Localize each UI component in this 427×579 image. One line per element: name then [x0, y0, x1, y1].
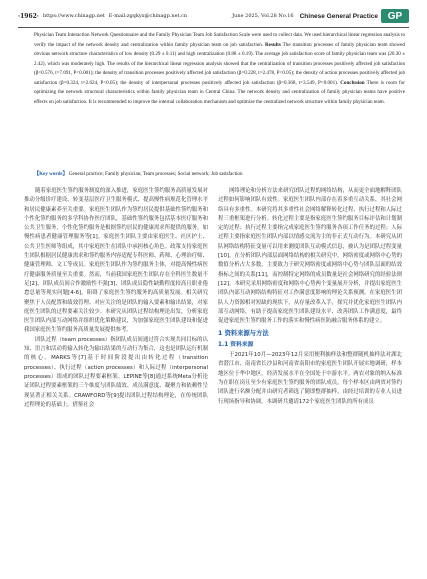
journal-brand	[300, 9, 409, 23]
data-source-paragraph: 于2021年10月—2023年12月采用便利抽样法和整群随机抽样法对湖北省潜江市、南南省长沙县和河南省南阳市的家庭医生团队开展实地调研，样本地区位于华中地区，经济发展水平在全国处于中游水平。两农对象的纳入标准为在职在岗且至少有家庭医生签约服务的团队成员，每个样本区由两省对签约团队进行名额分配并由研究者筛选了随即整群抽样，由经过培训的专业人员进行现场指导和协调。本调研共邀请172个家庭医生团队的所有成员	[218, 352, 402, 405]
english-abstract	[34, 31, 405, 107]
page-number: ·1962·	[18, 12, 39, 20]
email-link[interactable]: E-mail:zgqkyx@chinagp.net.cn	[108, 13, 188, 19]
header-left	[18, 13, 187, 20]
section-title-methods: 1 资料来源与方法	[218, 330, 269, 338]
website-link[interactable]: https://www.chinagp.net	[42, 13, 105, 19]
abstract-conclusion-text: There is room for optimizing the network structural characteristics within family physician team in Central China. The network density and centralization of family physician teams have positive effects on job satisfaction. It is recommended to improve the internal collaboration mechanism and optimize the centralized network structure within family physician team.	[34, 79, 405, 105]
running-header	[18, 6, 409, 26]
intro-paragraph-1: 随着家庭医生签约服务制度的深入推进，家庭医生签约服务高质量发展对推动分级诊疗建设、转变基层医疗卫生服务模式、提高慢性病规范化管理水平和居民健康素养至关重要。家庭医生团队作为签约居民提供基础性签约服务和个性化签约服务的多学科协作医疗团队，基础性签约服务包括基本医疗服务和公共卫生服务，个性化签约服务是根据签约居民的健康需求所提供的服务，如慢性病患者健康管理服务等[1]。家庭医生团队主要由家庭医生、社区护士、公共卫生医师等组成，其中家庭医生在团队中承担核心角色。政策支持家庭医生团队根据居民健康需求和签约服务内容适配专科医师、药师、心理治疗师、健康管理师、文工等成员。家庭医生团队作为签约服务主体，对提高慢性病医疗健康服务质量至关重要。然而，当前我国家庭医生团队存在全科医生数量不足[2]、团队成员间合作激励性不强[3]、团队成员隐性缺勤程度较高且职业倦怠总量等现实问题[4-6]，阻碍了家庭医生签约服务的高质量发展。相关研究聚焦于人员配置和绩效管理、对应关注的是团队的输入要素和输出结果，对家庭医生团队的过程要素关注较少。本研究从团队过程结构理论出发，分析家庭医生团队内部互动网络并组织优化策略建议，为加强家庭医生团队建设和促进我国家庭医生签约服务高质量发展提供参考。	[24, 188, 208, 334]
issue-info: June 2025, Vol.28 No.16	[232, 13, 294, 19]
journal-logo: GP	[381, 9, 409, 23]
keywords	[34, 170, 405, 179]
keywords-text: General practice; Family physician; Team processes; Social network; Job satisfaction	[68, 171, 243, 177]
subsection-title-data-source: 1.1 资料来源	[218, 341, 254, 348]
intro-paragraph-2: 团队过程（team processes）指团队成员间通过符合实现共同目标的认知、语言和活动将输入转化为输出结果的互动行为集合，这也是团队运行机制的核心。MARKS等[7]基于时间阶段提出由转化过程（transition processes）、执行过程（action processes）和人际过程（interpersonal processes）组成的团队过程要素框架。LEPINE等[8]通过系统Meta分析论证团队过程要素框架的三个维度与团队绩效、成员满意度、凝聚力和依赖性呈现显著正相关关系。CRAWFORD等[9]提出团队过程结构理论，在传统团队过程理论的基础上，借鉴社会	[24, 336, 208, 408]
keywords-label: 【Key words】	[34, 171, 68, 177]
abstract-methods-text: Physician Team Interaction Network Questionnaire and the Family Physician Team Job Satisfaction Scale were used to collect data. We used hierarchical linear regression analysis to verify the impact of the network density and centralization within family physician team on job satisfaction.	[34, 32, 405, 48]
right-column	[218, 187, 402, 407]
journal-name: Chinese General Practice	[299, 12, 378, 20]
left-column	[24, 187, 208, 410]
intro-paragraph-3: 网络理论和分析方法来研究团队过程的网络结构，从而更全面地解释团队过程如何影响团队有效性。家庭医生团队内部存在着多重互动关系，其社会网络具有多重性。本研究将其多重性社会网络解释转化过程、执行过程和人际过程三重框架进行分析。转化过程主要是指家庭医生签约服务目标评估和计划制定的过程；执行过程主要指完成家庭医生签约服务各项工作任务的过程；人际过程主要指家庭医生团队内部以情感交流为主的非正式互动行为。本研究从团队网络结构特征变量可以用来测度团队互动模式信息，被认为是团队过程变量[10]。在分析团队内部层面网络结构的相关研究中，网络密度或网络中心势的数值分析占大多数，主要致力于研究网络密度或网络中心势与团队层面的结效指标之间的关系[11]，而控制特定网络的成员数量是社会网络研究的经验法则[12]。本研究采用网络密度和网络中心势两个变量展开分析，并提出家庭医生团队内部互动网络结构特征对工作满意度影响的理论关系预测。在家庭医生团队人力资源相对短缺的现状下，从存量改革入手，探究并优化家庭医生团队内部互动网络，有助于提高家庭医生团队建设水平、改善团队工作满意度，最终促进家庭医生签约服务工作的落实和慢性病医防融合服务体系的建立。	[218, 188, 402, 325]
header-rule	[18, 27, 409, 28]
results-label: Results	[265, 41, 281, 48]
conclusion-label: Conclusion	[340, 79, 365, 86]
abstract-results-text: The transition processes of family physician team showed obvious network structure characteristics of low density (0.29 ± 0.11) and high centralization (0.88 ± 0.19). The average job satisfaction score of family physician team was (20.30 ± 2.42), which was moderately high. The results of the hierarchical linear regression analysis showed that the centralization of transition processes positively affected job satisfaction (β=0.576, t=7.091, P<0.001); the density of transition processes positively affected job satisfaction (β=0.228, t=2.478, P<0.05); the density of action processes positively affected job satisfaction (β=0.324, t=2.624, P<0.05); the density of interpersonal processes positively affected job satisfaction (β=0.368, t=3.549, P<0.001).	[34, 41, 405, 86]
